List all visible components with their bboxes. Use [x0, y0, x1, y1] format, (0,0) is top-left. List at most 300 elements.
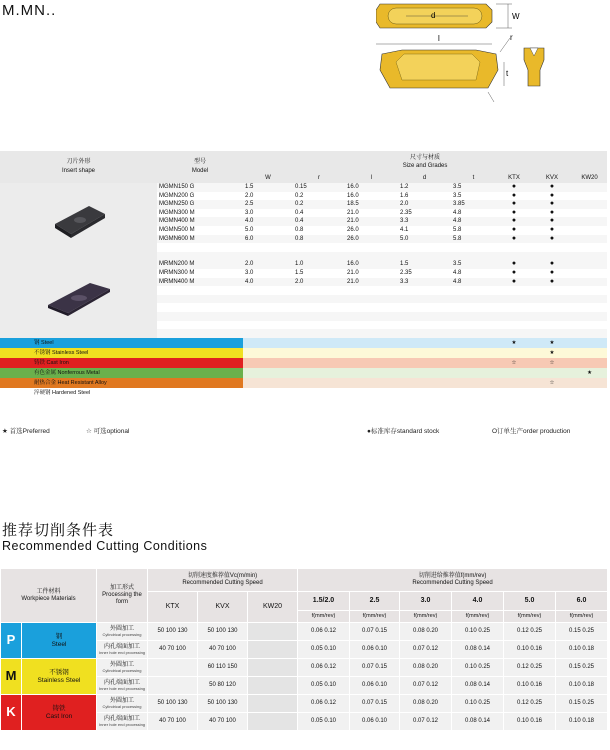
insert-image-mrmn	[0, 260, 157, 337]
f-value: 0.06 0.10	[350, 713, 400, 731]
material-row	[0, 338, 607, 348]
header-f-unit: f(mm/rev)	[452, 611, 504, 623]
header-f: 切削进给推荐值f(mm/rev) Recommended Cutting Speed	[298, 569, 608, 592]
material-grade-kvx	[532, 368, 572, 378]
cell-r: 0.8	[293, 235, 345, 244]
cell-kvx	[532, 252, 572, 261]
cell-t: 4.8	[453, 209, 462, 216]
cell-d: 1.6	[400, 192, 409, 199]
cell-r: 2.0	[293, 278, 345, 287]
cell-w	[243, 286, 293, 295]
cell-t	[451, 295, 496, 304]
vc-kvx: 50 80 120	[198, 677, 248, 695]
f-value: 0.08 0.14	[452, 677, 504, 695]
material-label: 不锈钢 Stainless Steel	[0, 348, 243, 358]
cell-kvx: ●	[532, 217, 572, 226]
vc-ktx: 50 100 130	[148, 695, 198, 713]
f-value: 0.08 0.20	[400, 695, 452, 713]
cell-ktx	[496, 312, 532, 321]
cell-kw20	[572, 286, 607, 295]
cell-kvx: ●	[532, 278, 572, 287]
f-value: 0.07 0.12	[400, 677, 452, 695]
cell-r	[293, 321, 345, 330]
material-grade-kw20	[572, 358, 607, 368]
cell-d	[398, 312, 451, 321]
header-form: 加工形式 Processing the form	[97, 569, 148, 623]
f-value: 0.10 0.25	[452, 695, 504, 713]
model-cell: MRMN200 M	[157, 260, 243, 269]
material-fill	[243, 348, 293, 358]
table-header-row	[0, 151, 607, 173]
header-width: 5.0	[504, 592, 556, 611]
cell-t: 3.5	[453, 192, 462, 199]
model-cell	[157, 329, 243, 338]
cell-ktx: ●	[496, 235, 532, 244]
cell-kvx: ●	[549, 208, 555, 216]
model-cell	[157, 295, 243, 304]
cell-t	[451, 329, 496, 338]
cell-kvx	[532, 286, 572, 295]
material-fill	[398, 388, 451, 398]
insert-drawing	[376, 0, 546, 118]
cell-w: 2.0	[243, 260, 293, 269]
cell-w	[243, 243, 293, 252]
cell-l	[345, 321, 398, 330]
cell-kw20	[572, 269, 607, 278]
f-value: 0.05 0.10	[298, 677, 350, 695]
header-model: 型号 Model	[157, 151, 243, 183]
cell-w	[243, 303, 293, 312]
cell-ktx: ●	[496, 183, 532, 192]
legend-preferred: ★ 首选Preferred	[2, 428, 50, 435]
vc-kvx: 40 70 100	[198, 713, 248, 731]
material-fill	[398, 368, 451, 378]
material-fill	[293, 388, 345, 398]
f-value: 0.10 0.16	[504, 713, 556, 731]
cell-kvx	[532, 303, 572, 312]
f-value: 0.10 0.25	[452, 623, 504, 641]
material-fill	[451, 338, 496, 348]
cell-l: 21.0	[345, 278, 398, 287]
cutting-table	[0, 568, 608, 731]
material-grade-kw20	[572, 348, 607, 358]
cell-kvx: ●	[549, 225, 555, 233]
header-workpiece: 工件材料 Workpiece Materials	[1, 569, 97, 623]
cell-t	[451, 321, 496, 330]
material-fill	[345, 338, 398, 348]
material-grade-kvx: ★	[532, 338, 572, 348]
process-form: 外圆加工 Cylindrical processing	[97, 623, 148, 641]
f-value: 0.07 0.15	[350, 695, 400, 713]
cell-w: 4.0	[243, 278, 293, 287]
cutting-row	[1, 695, 608, 713]
material-grade-ktx: ☆	[496, 358, 532, 368]
cell-kw20	[572, 303, 607, 312]
cell-d: 4.1	[400, 226, 409, 233]
material-fill	[243, 338, 293, 348]
header-f-unit: f(mm/rev)	[556, 611, 608, 623]
cell-w: 1.5	[243, 183, 293, 192]
model-cell: MRMN400 M	[157, 278, 243, 287]
process-form: 内孔端面加工 Inner hole end processing	[97, 677, 148, 695]
material-fill	[398, 348, 451, 358]
vc-kw20	[248, 659, 298, 677]
cell-ktx	[496, 295, 532, 304]
cell-kvx: ●	[532, 183, 572, 192]
material-grade-kw20	[572, 388, 607, 398]
material-fill	[398, 338, 451, 348]
cell-r: 0.4	[295, 209, 304, 216]
dim-t-label: t	[506, 69, 509, 78]
cell-ktx	[496, 329, 532, 338]
cell-t: 3.85	[451, 200, 496, 209]
material-fill	[345, 388, 398, 398]
dim-w-label: W	[512, 12, 520, 21]
material-grade-kvx: ☆	[532, 378, 572, 388]
material-label: 有色金属 Nonferrous Metal	[0, 368, 243, 378]
cutting-row	[1, 623, 608, 641]
cutting-header-row	[1, 569, 608, 592]
f-value: 0.08 0.14	[452, 713, 504, 731]
cell-w	[243, 295, 293, 304]
material-row	[0, 388, 607, 398]
cell-d: 2.35	[400, 209, 412, 216]
cell-kw20	[572, 260, 607, 269]
cell-kvx: ●	[532, 200, 572, 209]
header-width: 6.0	[556, 592, 608, 611]
cell-kw20	[572, 192, 607, 201]
cell-l: 26.0	[345, 235, 398, 244]
cell-r	[293, 286, 345, 295]
cell-ktx	[496, 243, 532, 252]
model-cell	[157, 286, 243, 295]
cell-l: 21.0	[345, 217, 398, 226]
vc-ktx	[148, 677, 198, 695]
cell-l	[345, 243, 398, 252]
cell-d: 1.5	[398, 260, 451, 269]
dim-r-label: r	[510, 33, 513, 42]
vc-kw20	[248, 695, 298, 713]
header-width: 1.5/2.0	[298, 592, 350, 611]
cell-d: 2.35	[400, 269, 412, 276]
cell-kvx	[532, 295, 572, 304]
cell-kvx	[532, 329, 572, 338]
cell-w	[243, 321, 293, 330]
model-cell	[157, 321, 243, 330]
header-dim-r: r	[293, 173, 345, 183]
cell-w	[243, 312, 293, 321]
material-fill	[451, 348, 496, 358]
cell-kvx: ●	[532, 235, 572, 244]
header-grade-ktx: KTX	[148, 592, 198, 623]
cutting-row	[1, 659, 608, 677]
f-value: 0.12 0.25	[504, 695, 556, 713]
material-fill	[345, 348, 398, 358]
f-value: 0.07 0.12	[400, 713, 452, 731]
cell-t: 4.8	[453, 269, 462, 276]
insert-top-view	[376, 4, 520, 28]
model-cell	[157, 303, 243, 312]
header-dim-l: l	[345, 173, 398, 183]
insert-side-view	[376, 33, 513, 102]
process-form: 内孔端面加工 Inner hole end processing	[97, 713, 148, 731]
cell-t	[451, 303, 496, 312]
cell-t: 5.8	[451, 235, 496, 244]
vc-kw20	[248, 677, 298, 695]
cell-kw20	[572, 183, 607, 192]
material-grade-kvx: ☆	[532, 358, 572, 368]
cell-ktx	[496, 286, 532, 295]
material-label: 耐热合金 Heat Resistant Alloy	[0, 378, 243, 388]
cell-d	[398, 243, 451, 252]
material-grade-ktx: ★	[496, 338, 532, 348]
cell-w	[243, 329, 293, 338]
cell-ktx: ●	[511, 225, 517, 233]
material-fill	[243, 368, 293, 378]
material-fill	[243, 388, 293, 398]
vc-ktx: 40 70 100	[148, 713, 198, 731]
cell-d	[398, 321, 451, 330]
cell-kw20	[572, 278, 607, 287]
f-value: 0.05 0.10	[298, 641, 350, 659]
cell-r: 0.15	[293, 183, 345, 192]
material-fill	[345, 358, 398, 368]
material-fill	[451, 358, 496, 368]
material-fill	[293, 358, 345, 368]
header-grade-kvx: KVX	[532, 173, 572, 183]
vc-kw20	[248, 713, 298, 731]
f-value: 0.15 0.25	[556, 659, 608, 677]
material-grade-ktx	[496, 368, 532, 378]
material-fill	[398, 378, 451, 388]
f-value: 0.07 0.15	[350, 659, 400, 677]
cell-kw20	[572, 217, 607, 226]
cell-l: 18.5	[345, 200, 398, 209]
f-value: 0.05 0.10	[298, 713, 350, 731]
material-fill	[345, 378, 398, 388]
cell-ktx	[496, 303, 532, 312]
process-form: 外圆加工 Cylindrical processing	[97, 659, 148, 677]
material-grade-ktx	[496, 348, 532, 358]
header-vc: 切削速度推荐值Vc(m/min) Recommended Cutting Speed	[148, 569, 298, 592]
cell-kvx: ●	[549, 268, 555, 276]
cell-kw20	[572, 321, 607, 330]
process-form: 外圆加工 Cylindrical processing	[97, 695, 148, 713]
material-row	[0, 378, 607, 388]
material-fill	[398, 358, 451, 368]
vc-kvx: 50 100 130	[198, 695, 248, 713]
cell-d: 5.0	[398, 235, 451, 244]
f-value: 0.15 0.25	[556, 695, 608, 713]
cell-t	[451, 286, 496, 295]
material-label: 淬硬钢 Hardened Steel	[0, 388, 243, 398]
vc-ktx: 40 70 100	[148, 641, 198, 659]
cell-t: 5.8	[453, 226, 462, 233]
f-value: 0.10 0.25	[452, 659, 504, 677]
vc-ktx: 50 100 130	[148, 623, 198, 641]
f-value: 0.08 0.20	[400, 659, 452, 677]
model-cell: MGMN400 M	[157, 217, 243, 226]
material-grade-kw20: ★	[572, 368, 607, 378]
cell-w	[243, 252, 293, 261]
material-grade-ktx	[496, 388, 532, 398]
cell-l: 16.0	[345, 260, 398, 269]
material-row	[0, 368, 607, 378]
material-grade-kw20	[572, 338, 607, 348]
header-grade-kw20: KW20	[572, 173, 607, 183]
f-value: 0.15 0.25	[556, 623, 608, 641]
cell-kw20	[572, 200, 607, 209]
material-fill	[451, 378, 496, 388]
table-row	[0, 260, 607, 269]
header-width: 4.0	[452, 592, 504, 611]
cutting-title-en: Recommended Cutting Conditions	[2, 539, 208, 553]
material-fill	[293, 348, 345, 358]
cell-ktx: ●	[511, 191, 517, 199]
insert-photo-icon	[44, 277, 114, 317]
material-label: 铸铁 Cast Iron	[0, 358, 243, 368]
material-fill	[451, 368, 496, 378]
material-fill	[293, 368, 345, 378]
f-value: 0.07 0.15	[350, 623, 400, 641]
material-code: K	[1, 695, 22, 731]
insert-end-view	[524, 48, 544, 86]
model-cell: MGMN250 G	[157, 200, 243, 209]
legend-standard: ●标准库存standard stock	[367, 428, 440, 435]
cell-r	[293, 312, 345, 321]
cell-r: 0.2	[293, 200, 345, 209]
header-f-unit: f(mm/rev)	[504, 611, 556, 623]
cell-d	[398, 329, 451, 338]
dim-l-label: l	[438, 34, 440, 43]
cell-ktx	[496, 252, 532, 261]
f-value: 0.12 0.25	[504, 659, 556, 677]
cell-kvx	[532, 321, 572, 330]
cell-ktx: ●	[511, 268, 517, 276]
cell-l: 21.0	[347, 269, 359, 276]
model-cell: MGMN500 M	[159, 226, 195, 233]
model-cell: MRMN300 M	[159, 269, 195, 276]
material-fill	[345, 368, 398, 378]
model-cell	[157, 243, 243, 252]
cell-r	[293, 329, 345, 338]
f-value: 0.10 0.18	[556, 713, 608, 731]
material-row	[0, 358, 607, 368]
material-fill	[451, 388, 496, 398]
header-dim-d: d	[398, 173, 451, 183]
vc-kw20	[248, 623, 298, 641]
material-grade-kvx: ★	[532, 348, 572, 358]
cell-r: 0.4	[293, 217, 345, 226]
cell-ktx	[496, 321, 532, 330]
header-f-unit: f(mm/rev)	[400, 611, 452, 623]
vc-ktx	[148, 659, 198, 677]
cell-kw20	[572, 235, 607, 244]
cell-ktx: ●	[496, 200, 532, 209]
f-value: 0.06 0.10	[350, 677, 400, 695]
cell-t	[451, 252, 496, 261]
f-value: 0.10 0.16	[504, 641, 556, 659]
cell-r	[293, 303, 345, 312]
cell-r: 0.2	[295, 192, 304, 199]
cell-kw20	[572, 252, 607, 261]
material-row	[0, 348, 607, 358]
f-value: 0.07 0.12	[400, 641, 452, 659]
cell-l: 16.0	[345, 183, 398, 192]
f-value: 0.10 0.18	[556, 641, 608, 659]
cell-kvx	[532, 312, 572, 321]
model-cell	[157, 312, 243, 321]
cell-d	[398, 303, 451, 312]
material-code: M	[1, 659, 22, 695]
cell-w: 6.0	[243, 235, 293, 244]
material-name: 不锈钢 Stainless Steel	[22, 659, 97, 695]
vc-kvx: 40 70 100	[198, 641, 248, 659]
material-fill	[293, 378, 345, 388]
cell-t: 3.5	[451, 260, 496, 269]
cell-w: 4.0	[243, 217, 293, 226]
cell-r	[293, 243, 345, 252]
cell-kw20	[572, 312, 607, 321]
cell-w: 2.5	[243, 200, 293, 209]
cell-d	[398, 252, 451, 261]
insert-photo-icon	[49, 200, 109, 240]
cell-l: 16.0	[347, 192, 359, 199]
f-value: 0.08 0.20	[400, 623, 452, 641]
cell-l	[345, 303, 398, 312]
cell-w: 2.0	[245, 192, 254, 199]
header-grade-ktx: KTX	[496, 173, 532, 183]
cell-kw20	[572, 295, 607, 304]
header-f-unit: f(mm/rev)	[298, 611, 350, 623]
material-fill	[293, 338, 345, 348]
cell-t	[451, 243, 496, 252]
header-width: 3.0	[400, 592, 452, 611]
header-f-unit: f(mm/rev)	[350, 611, 400, 623]
material-grade-kvx	[532, 388, 572, 398]
dim-d-label: d	[431, 11, 436, 20]
f-value: 0.12 0.25	[504, 623, 556, 641]
cell-t: 4.8	[451, 217, 496, 226]
cell-ktx: ●	[496, 260, 532, 269]
cell-r	[293, 295, 345, 304]
f-value: 0.10 0.16	[504, 677, 556, 695]
cutting-title-cn: 推荐切削条件表	[2, 522, 115, 539]
header-width: 2.5	[350, 592, 400, 611]
cell-l	[345, 252, 398, 261]
cell-l	[345, 329, 398, 338]
model-cell	[157, 252, 243, 261]
cell-r: 1.0	[293, 260, 345, 269]
cell-l	[345, 295, 398, 304]
cell-d	[398, 295, 451, 304]
cell-r	[293, 252, 345, 261]
material-name: 钢 Steel	[22, 623, 97, 659]
header-dim-w: W	[243, 173, 293, 183]
f-value: 0.06 0.12	[298, 623, 350, 641]
f-value: 0.06 0.10	[350, 641, 400, 659]
cell-r: 1.5	[295, 269, 304, 276]
cell-ktx: ●	[511, 208, 517, 216]
cell-w: 3.0	[245, 269, 254, 276]
legend-order: O订单生产order production	[492, 428, 571, 435]
material-label: 钢 Steel	[0, 338, 243, 348]
table-row	[0, 183, 607, 192]
material-grade-ktx	[496, 378, 532, 388]
legend-optional: ☆ 可选optional	[86, 428, 130, 435]
header-grade-kw20: KW20	[248, 592, 298, 623]
material-fill	[243, 358, 293, 368]
